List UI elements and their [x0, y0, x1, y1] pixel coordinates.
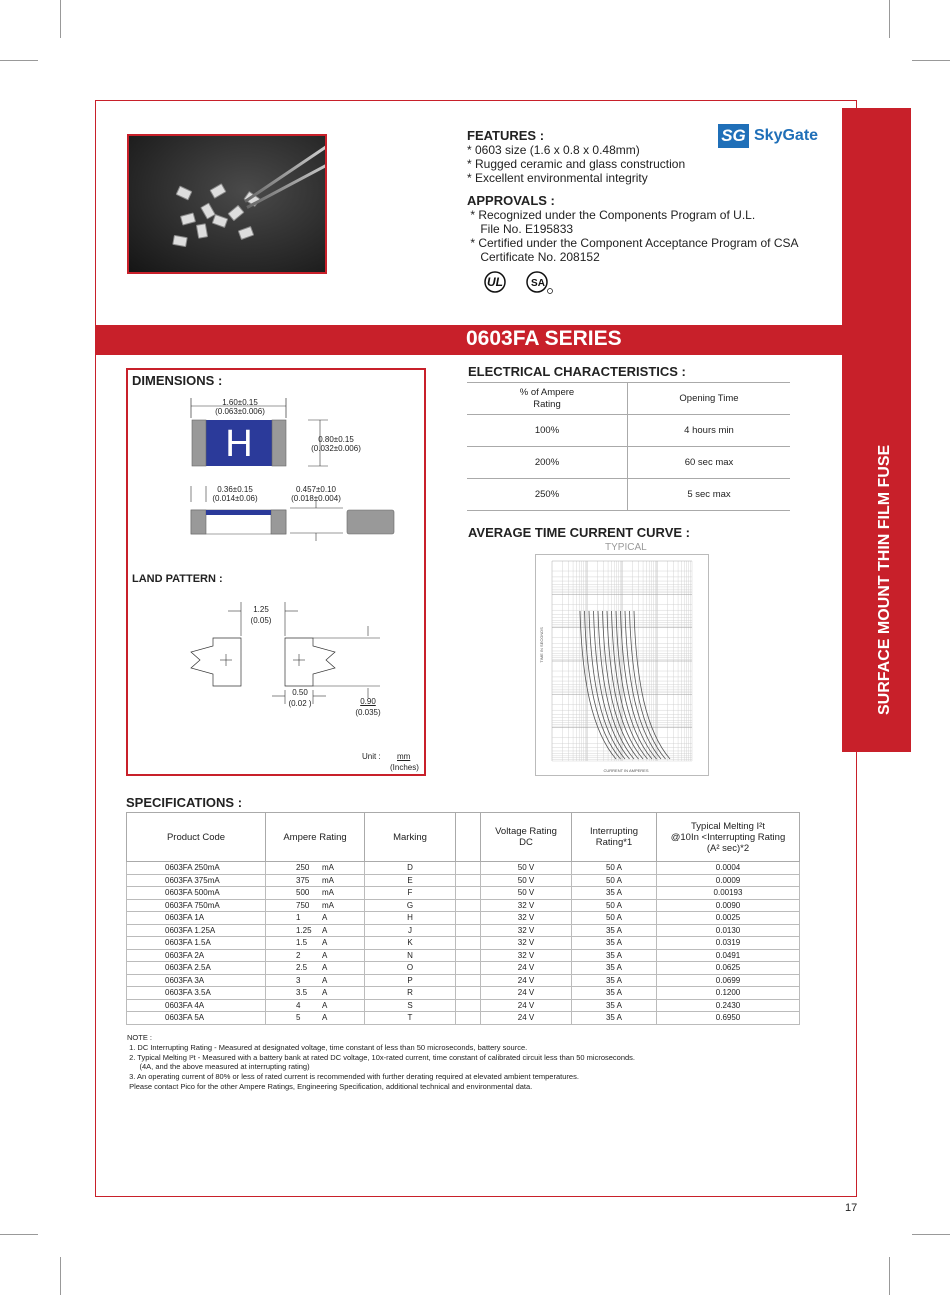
ampere-value: 2 — [296, 950, 301, 960]
table-header: Ampere Rating — [266, 813, 365, 862]
fuse-curve — [634, 611, 670, 759]
table-cell — [266, 962, 365, 975]
table-cell — [456, 862, 481, 875]
table-cell — [456, 924, 481, 937]
table-cell — [266, 974, 365, 987]
ampere-unit: mA — [322, 900, 334, 910]
features-title: FEATURES : — [467, 128, 545, 143]
table-row — [127, 874, 800, 887]
table-cell — [266, 999, 365, 1012]
table-cell: 0.0004 — [657, 862, 800, 875]
ampere-unit: mA — [322, 888, 334, 898]
approvals-title: APPROVALS : — [467, 193, 555, 208]
dim-value: 0.50 — [292, 688, 308, 697]
note-line: (4A, and the above measured at interrupting rating) — [127, 1062, 310, 1072]
terminal-dimension — [210, 485, 260, 503]
table-cell: 0603FA 1.25A — [127, 924, 266, 937]
table-row — [467, 415, 790, 447]
dim-value: (0.018±0.004) — [291, 494, 341, 503]
table-cell: 0603FA 2.5A — [127, 962, 266, 975]
table-cell: 35 A — [572, 962, 657, 975]
table-cell: E — [365, 874, 456, 887]
dim-value: (0.02 ) — [288, 699, 312, 708]
feature-item: * 0603 size (1.6 x 0.8 x 0.48mm) — [467, 143, 640, 157]
table-cell — [456, 962, 481, 975]
table-row — [127, 974, 800, 987]
page-number: 17 — [845, 1202, 858, 1214]
table-cell: 50 V — [481, 887, 572, 900]
dim-value: 0.80±0.15 — [318, 435, 354, 444]
table-cell — [266, 987, 365, 1000]
table-cell: 35 A — [572, 1012, 657, 1025]
table-cell — [456, 949, 481, 962]
crop-mark — [60, 1257, 61, 1295]
depth-dimension — [352, 697, 384, 717]
ampere-value: 750 — [296, 900, 310, 910]
table-cell — [266, 949, 365, 962]
table-cell — [456, 887, 481, 900]
table-cell: 0603FA 5A — [127, 1012, 266, 1025]
approval-line: Certificate No. 208152 — [467, 250, 600, 264]
table-row — [127, 899, 800, 912]
table-header: Voltage Rating DC — [481, 813, 572, 862]
features-block — [467, 129, 799, 264]
table-cell — [266, 912, 365, 925]
table-cell: 0603FA 2A — [127, 949, 266, 962]
ampere-value: 500 — [296, 888, 310, 898]
table-cell: 0.0319 — [657, 937, 800, 950]
table-cell: 50 V — [481, 874, 572, 887]
note-line: 1. DC Interrupting Rating - Measured at designated voltage, time constant of less than 50 microseconds, battery source. — [127, 1042, 528, 1052]
approval-line: File No. E195833 — [467, 222, 574, 236]
table-cell: 0603FA 500mA — [127, 887, 266, 900]
fuse-marking: H — [225, 423, 253, 465]
svg-text:UL: UL — [487, 275, 503, 289]
dim-value: (0.063±0.006) — [215, 407, 265, 416]
table-cell — [266, 887, 365, 900]
table-cell: R — [365, 987, 456, 1000]
unit-inches: (Inches) — [390, 763, 419, 772]
table-header: Product Code — [127, 813, 266, 862]
table-row — [127, 949, 800, 962]
table-cell: 200% — [467, 447, 628, 479]
dim-value: (0.032±0.006) — [311, 444, 361, 453]
notes-block — [127, 1033, 635, 1092]
specifications-title: SPECIFICATIONS : — [126, 795, 243, 810]
table-row — [127, 862, 800, 875]
svg-text:SA: SA — [531, 278, 545, 289]
table-cell — [266, 862, 365, 875]
table-cell: 0.0491 — [657, 949, 800, 962]
height-dimension — [308, 435, 364, 453]
table-cell: 0603FA 1.5A — [127, 937, 266, 950]
logo-mark: SG — [718, 124, 749, 148]
crop-mark — [0, 60, 38, 61]
ampere-value: 250 — [296, 863, 310, 873]
table-row — [127, 937, 800, 950]
table-cell: 50 A — [572, 912, 657, 925]
table-cell: 35 A — [572, 974, 657, 987]
table-row — [127, 1012, 800, 1025]
table-row — [127, 924, 800, 937]
ampere-unit: A — [322, 925, 328, 935]
ampere-value: 3.5 — [296, 988, 308, 998]
table-row — [467, 383, 790, 415]
ampere-value: 5 — [296, 1013, 301, 1023]
crop-mark — [912, 60, 950, 61]
table-row — [467, 479, 790, 511]
pad-dimension — [286, 688, 314, 708]
unit-label: Unit : — [362, 752, 381, 761]
table-cell — [266, 937, 365, 950]
table-cell: G — [365, 899, 456, 912]
ampere-unit: A — [322, 1000, 328, 1010]
table-row — [127, 999, 800, 1012]
crop-mark — [0, 1234, 38, 1235]
table-cell: 32 V — [481, 924, 572, 937]
note-line: Please contact Pico for the other Ampere Ratings, Engineering Specification, additional technical and environmental data. — [127, 1081, 533, 1091]
ul-mark — [481, 271, 513, 293]
dim-value: (0.014±0.06) — [212, 494, 258, 503]
feature-item: * Rugged ceramic and glass construction — [467, 157, 686, 171]
table-cell — [456, 912, 481, 925]
table-cell: 0603FA 3.5A — [127, 987, 266, 1000]
table-cell: 0603FA 375mA — [127, 874, 266, 887]
table-header — [456, 813, 481, 862]
dim-value: 1.25 — [253, 605, 269, 614]
table-cell: 0.0090 — [657, 899, 800, 912]
table-cell: 35 A — [572, 987, 657, 1000]
curve-title: AVERAGE TIME CURRENT CURVE : — [468, 525, 690, 540]
table-cell: F — [365, 887, 456, 900]
ampere-unit: A — [322, 938, 328, 948]
dim-value: 0.457±0.10 — [296, 485, 336, 494]
table-cell: 32 V — [481, 912, 572, 925]
ampere-value: 1 — [296, 913, 301, 923]
dim-value: (0.05) — [250, 616, 272, 625]
dim-value: 0.36±0.15 — [217, 485, 253, 494]
dim-value: 0.90 — [360, 697, 376, 706]
table-cell: 35 A — [572, 949, 657, 962]
series-title: 0603FA SERIES — [466, 327, 622, 350]
table-header: Opening Time — [628, 383, 791, 415]
product-photo — [127, 134, 327, 274]
table-cell: 0603FA 750mA — [127, 899, 266, 912]
table-header-row — [127, 813, 800, 862]
note-line: NOTE : — [127, 1033, 153, 1042]
ampere-unit: A — [322, 988, 328, 998]
table-cell: S — [365, 999, 456, 1012]
table-cell: 50 A — [572, 899, 657, 912]
table-cell: D — [365, 862, 456, 875]
logo-name: SkyGate — [754, 127, 819, 144]
table-cell: 24 V — [481, 999, 572, 1012]
table-cell — [456, 899, 481, 912]
table-cell — [456, 987, 481, 1000]
table-cell — [266, 899, 365, 912]
table-cell — [456, 937, 481, 950]
side-tab — [842, 108, 911, 752]
table-cell: 0603FA 4A — [127, 999, 266, 1012]
table-cell — [266, 1012, 365, 1025]
table-cell: 0603FA 1A — [127, 912, 266, 925]
table-cell: 0603FA 3A — [127, 974, 266, 987]
table-cell: 35 A — [572, 924, 657, 937]
curve-ylabel: TIME IN SECONDS — [539, 627, 544, 663]
table-cell — [266, 874, 365, 887]
ampere-unit: A — [322, 950, 328, 960]
ampere-value: 1.25 — [296, 925, 312, 935]
table-header: Marking — [365, 813, 456, 862]
table-cell: 0.00193 — [657, 887, 800, 900]
curve-subtitle: TYPICAL — [605, 542, 647, 553]
dimensions-title: DIMENSIONS : — [132, 373, 223, 388]
table-cell: 32 V — [481, 899, 572, 912]
table-cell: J — [365, 924, 456, 937]
length-dimension — [208, 398, 272, 416]
table-cell — [456, 1012, 481, 1025]
approval-line: * Recognized under the Components Program of U.L. — [467, 208, 756, 222]
table-cell: 50 V — [481, 862, 572, 875]
table-cell — [456, 974, 481, 987]
table-cell: 0.0009 — [657, 874, 800, 887]
table-cell — [456, 874, 481, 887]
table-cell: 35 A — [572, 937, 657, 950]
table-cell: 24 V — [481, 987, 572, 1000]
land-pattern-title: LAND PATTERN : — [132, 573, 223, 585]
ampere-unit: A — [322, 963, 328, 973]
table-row — [467, 447, 790, 479]
table-cell: 5 sec max — [628, 479, 791, 511]
table-cell — [456, 999, 481, 1012]
skygate-logo — [718, 124, 818, 148]
time-current-chart — [535, 554, 709, 776]
table-cell: 100% — [467, 415, 628, 447]
ampere-unit: A — [322, 1013, 328, 1023]
table-header: % of Ampere Rating — [467, 383, 628, 415]
table-cell: 0.0625 — [657, 962, 800, 975]
note-line: 3. An operating current of 80% or less of rated current is recommended with further derating required at elevated ambient temperatures. — [127, 1072, 579, 1082]
ampere-value: 1.5 — [296, 938, 308, 948]
electrical-table — [467, 382, 790, 511]
gap-dimension — [246, 605, 276, 625]
table-cell — [266, 924, 365, 937]
crop-mark — [60, 0, 61, 38]
table-cell: 24 V — [481, 974, 572, 987]
table-cell: 0.1200 — [657, 987, 800, 1000]
table-cell: 0.0130 — [657, 924, 800, 937]
unit-mm: mm — [397, 752, 411, 761]
dim-value: (0.035) — [355, 708, 381, 717]
approval-line: * Certified under the Component Acceptance Program of CSA — [467, 236, 799, 250]
table-cell: 35 A — [572, 999, 657, 1012]
table-cell: 24 V — [481, 962, 572, 975]
table-cell: 50 A — [572, 874, 657, 887]
table-cell: 0.2430 — [657, 999, 800, 1012]
ampere-value: 3 — [296, 975, 301, 985]
table-cell: 0.0699 — [657, 974, 800, 987]
ampere-value: 375 — [296, 875, 310, 885]
series-banner — [95, 325, 842, 355]
ampere-value: 4 — [296, 1000, 301, 1010]
feature-item: * Excellent environmental integrity — [467, 171, 648, 185]
table-cell: N — [365, 949, 456, 962]
table-cell: 0.6950 — [657, 1012, 800, 1025]
table-cell: 50 A — [572, 862, 657, 875]
table-row — [127, 987, 800, 1000]
table-cell: 35 A — [572, 887, 657, 900]
ampere-unit: mA — [322, 875, 334, 885]
table-cell: 4 hours min — [628, 415, 791, 447]
table-cell: 60 sec max — [628, 447, 791, 479]
table-cell: K — [365, 937, 456, 950]
table-cell: 250% — [467, 479, 628, 511]
table-cell: 32 V — [481, 949, 572, 962]
table-row — [127, 912, 800, 925]
table-header: Typical Melting I²t @10In <Interrupting Rating (A² sec)*2 — [657, 813, 800, 862]
ampere-unit: mA — [322, 863, 334, 873]
table-cell: T — [365, 1012, 456, 1025]
table-row — [127, 887, 800, 900]
table-row — [127, 962, 800, 975]
crop-mark — [889, 0, 890, 38]
ampere-unit: A — [322, 913, 328, 923]
dim-value: 1.60±0.15 — [222, 398, 258, 407]
table-cell: 0.0025 — [657, 912, 800, 925]
ampere-value: 2.5 — [296, 963, 308, 973]
table-cell: H — [365, 912, 456, 925]
table-cell: O — [365, 962, 456, 975]
thickness-dimension — [288, 485, 344, 503]
side-tab-text: SURFACE MOUNT THIN FILM FUSE — [876, 444, 893, 715]
table-cell: 32 V — [481, 937, 572, 950]
crop-mark — [889, 1257, 890, 1295]
ampere-unit: A — [322, 975, 328, 985]
electrical-title: ELECTRICAL CHARACTERISTICS : — [468, 364, 686, 379]
table-cell: 0603FA 250mA — [127, 862, 266, 875]
note-line: 2. Typical Melting I²t - Measured with a battery bank at rated DC voltage, 10x-rated current, time constant of calibrated circuit less than 50 microseconds. — [127, 1052, 636, 1062]
specifications-table — [126, 812, 800, 1025]
table-header: Interrupting Rating*1 — [572, 813, 657, 862]
table-cell: 24 V — [481, 1012, 572, 1025]
table-cell: P — [365, 974, 456, 987]
crop-mark — [912, 1234, 950, 1235]
csa-mark — [525, 270, 555, 296]
curve-xlabel: CURRENT IN AMPERES — [603, 768, 649, 773]
